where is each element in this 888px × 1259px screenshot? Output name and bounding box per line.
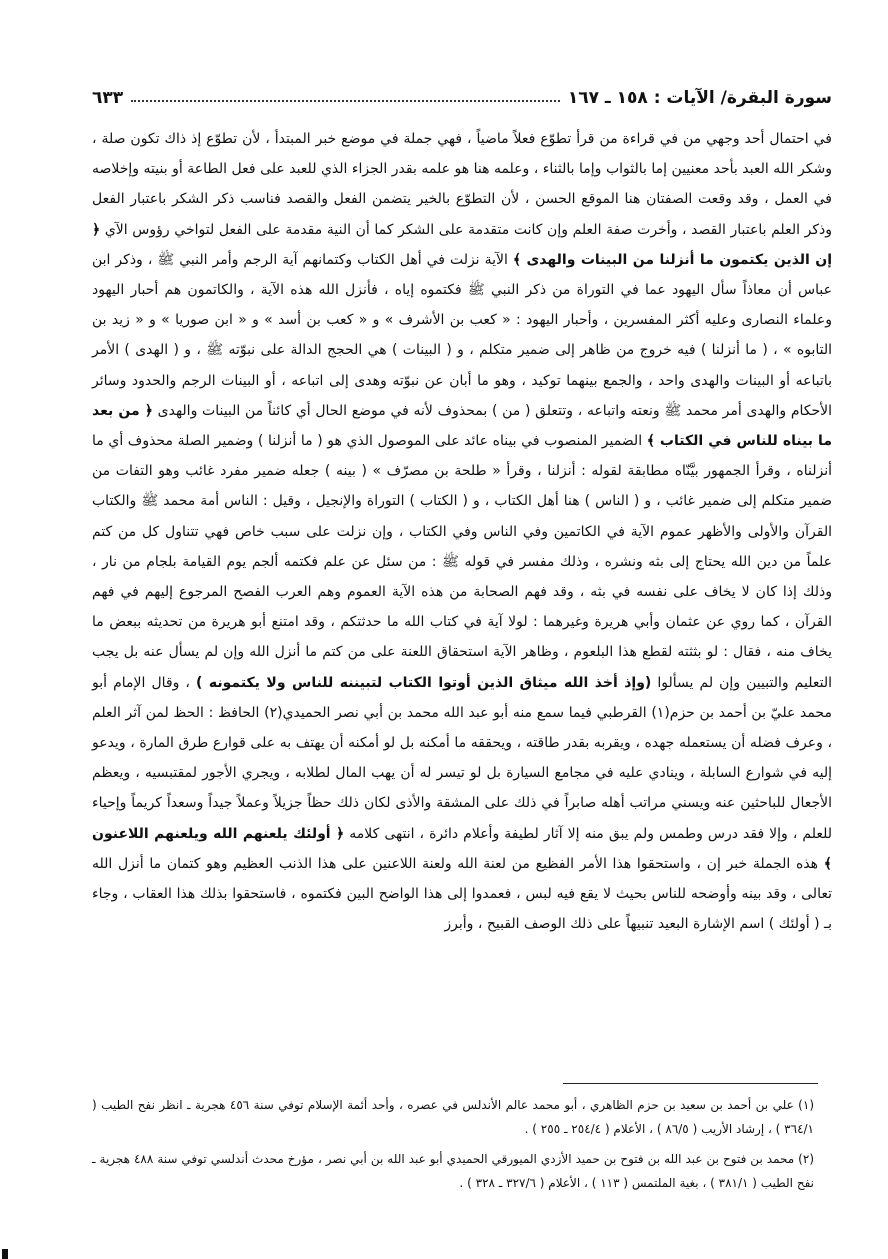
page-content: [92, 78, 833, 933]
quran-verse: ﴿ إن الذين يكتمون ما أنزلنا من البينات والهدى ﴾: [92, 221, 833, 268]
page-number: ٦٣٣: [92, 88, 124, 108]
paragraph: الضمير المنصوب في بيناه عائد على الموصول الذي هو ( ما أنزلنا ) وضمير الصلة محذوف أي ما أنزلناه ، وقرأ الجمهور بيَّنّاه مطابقة لقوله : أنزلنا ، وقرأ « طلحة بن مصرّف » ( بينه ) جعله ضمير مفرد غائب وهو التفات من ضمير متكلم إلى ضمير غائب ، و ( الناس ) هنا أهل الكتاب ، و ( الكتاب ) التوراة والإنجيل ، وقيل : الناس أمة محمد ﷺ والكتاب القرآن والأولى والأظهر عموم الآية في الكاتمين وفي الناس وفي الكتاب ، وإن نزلت على سبب خاص فهي تتناول كل من كتم علماً من دين الله يحتاج إلى بثه ونشره ، وذلك مفسر في قوله ﷺ : من سئل عن علم فكتمه ألجم يوم القيامة بلجام من نار ، وذلك إذا كان لا يخاف على نفسه في بثه ، وقد فهم الصحابة من هذه الآية العموم وهم العرب الفصح المرجوع إليهم في فهم القرآن ، كما روي عن عثمان وأبي هريرة وغيرهما : لولا آية في كتاب الله ما حدثتكم ، وقد امتنع أبو هريرة من تحديثه ببعض ما يخاف منه ، فقال : لو بثثته لقطع هذا البلعوم ، وظاهر الآية استحقاق اللعنة على من كتم ما أنزل الله وإن لم يسأل عنه بل يجب التعليم والتبيين وإن لم يسألوا: [92, 433, 832, 691]
paragraph: الآية نزلت في أهل الكتاب وكتمانهم آية الرجم وأمر النبي ﷺ ، وذكر ابن عباس أن معاذاً سأل اليهود عما في التوراة من ذكر النبي ﷺ فكتموه إياه ، فأنزل الله هذه الآية ، والكاتمون هم أحبار اليهود وعلماء النصارى وعليه أكثر المفسرين ، وأحبار اليهود : « كعب بن الأشرف » و « كعب بن أسد » و « ابن صوريا » و « زيد بن التابوه » ، ( ما أنزلنا ) فيه خروج من ظاهر إلى ضمير متكلم ، و ( البينات ) هي الحجج الدالة على نبوّته ﷺ ، و ( الهدى ) الأمر باتباعه أو البينات والهدى واحد ، والجمع بينهما توكيد ، وهو ما أبان عن نبوّته وهدى إلى اتباعه ، أو البينات الرجم والحدود وسائر الأحكام والهدى أمر محمد ﷺ ونعته واتباعه ، وتتعلق ( من ) بمحذوف لأنه في موضع الحال أي كائناً من البينات والهدى: [92, 251, 833, 419]
footnote-2: (٢) محمد بن فتوح بن عبد الله بن فتوح بن حميد الأزدي الميورقي الحميدي أبو عبد الله بن أبي نصر ، مؤرخ محدث أندلسي توفي سنة ٤٨٨ هجرية ـ نفح الطيب ( ٣٨١/١ ) ، بغية الملتمس ( ١١٣ ) ، الأعلام ( ٣٢٧/٦ ـ ٣٢٨ ) .: [92, 1152, 814, 1190]
surah-title: سورة البقرة/ الآيات : ١٥٨ ـ ١٦٧: [567, 88, 832, 108]
footnote-separator: [563, 1083, 818, 1084]
paragraph: في احتمال أحد وجهي من في قراءة من قرأ تطوّع فعلاً ماضياً ، فهي جملة في موضع خبر المبتدأ ، لأن تطوّع إذ ذاك تكون صلة ، وشكر الله العبد بأحد معنيين إما بالثواب وإما بالثناء ، وعلمه هنا هو علمه بقدر الجزاء الذي للعبد على فعل الطاعة أو بنيته وإخلاصه في العمل ، وقد وقعت الصفتان هنا الموقع الحسن ، لأن التطوّع بالخير يتضمن الفعل والقصد فناسب ذكر الشكر باعتبار الفعل وذكر العلم باعتبار القصد ، وأخرت صفة العلم وإن كانت متقدمة على الشكر كما أن النية مقدمة على الفعل لتواخي رؤوس الآي: [92, 131, 832, 238]
quran-verse: ﴿ من بعد ما بيناه للناس في الكتاب ﴾: [92, 402, 832, 450]
header-dot-leader: [131, 99, 560, 102]
quran-verse: (وإذ أخذ الله ميثاق الذين أوتوا الكتاب لتبيننه للناس ولا يكتمونه ): [196, 674, 652, 691]
main-text: [92, 124, 832, 939]
footnotes: [92, 1093, 814, 1201]
running-header: [92, 78, 832, 108]
scan-corner-mark: [2, 1249, 8, 1259]
paragraph: هذه الجملة خبر إن ، واستحقوا هذا الأمر الفظيع من لعنة الله ولعنة اللاعنين على هذا الذنب العظيم وهو كتمان ما أنزل الله تعالى ، وقد بينه وأوضحه للناس بحيث لا يقع فيه لبس ، فعمدوا إلى هذا الواضح البين فكتموه ، فاستحقوا بذلك هذا العقاب ، وجاء بـ ( أولئك ) اسم الإشارة البعيد تنبيهاً على ذلك الوصف القبيح ، وأبرز: [92, 855, 832, 933]
footnote-1: (١) علي بن أحمد بن سعيد بن حزم الظاهري ، أبو محمد عالم الأندلس في عصره ، وأحد أئمة الإسلام توفي سنة ٤٥٦ هجرية ـ انظر نفح الطيب ( ٣٦٤/١ ) ، إرشاد الأريب ( ٨٦/٥ ) ، الأعلام ( ٢٥٤/٤ ـ ٢٥٥ ) .: [92, 1098, 814, 1136]
paragraph: ، وقال الإمام أبو محمد عليّ بن أحمد بن حزم(١) القرطبي فيما سمع منه أبو عبد الله محمد بن أبي نصر الحميدي(٢) الحافظ : الحظ لمن آثر العلم ، وعرف فضله أن يستعمله جهده ، ويقربه بقدر طاقته ، ويحققه ما أمكنه بل لو أمكنه أن يهتف به على قوارع طرق المارة ، ويدعو إليه في شوارع السابلة ، وينادي عليه في مجامع السيارة بل لو تيسر له أن يهب المال لطلابه ، ويجري الأجور لمقتبسيه ، ويعظم الأجعال للباحثين عنه ويسني مراتب أهله صابراً في ذلك على المشقة والأذى لكان ذلك حظاً جزيلاً وعملاً جيداً وسعداً كريماً وإحياء للعلم ، وإلا فقد درس وطمس ولم يبق منه إلا آثار لطيفة وأعلام دائرة ، انتهى كلامه: [92, 674, 832, 842]
quran-verse: ﴿ أولئك يلعنهم الله ويلعنهم اللاعنون ﴾: [92, 825, 832, 872]
